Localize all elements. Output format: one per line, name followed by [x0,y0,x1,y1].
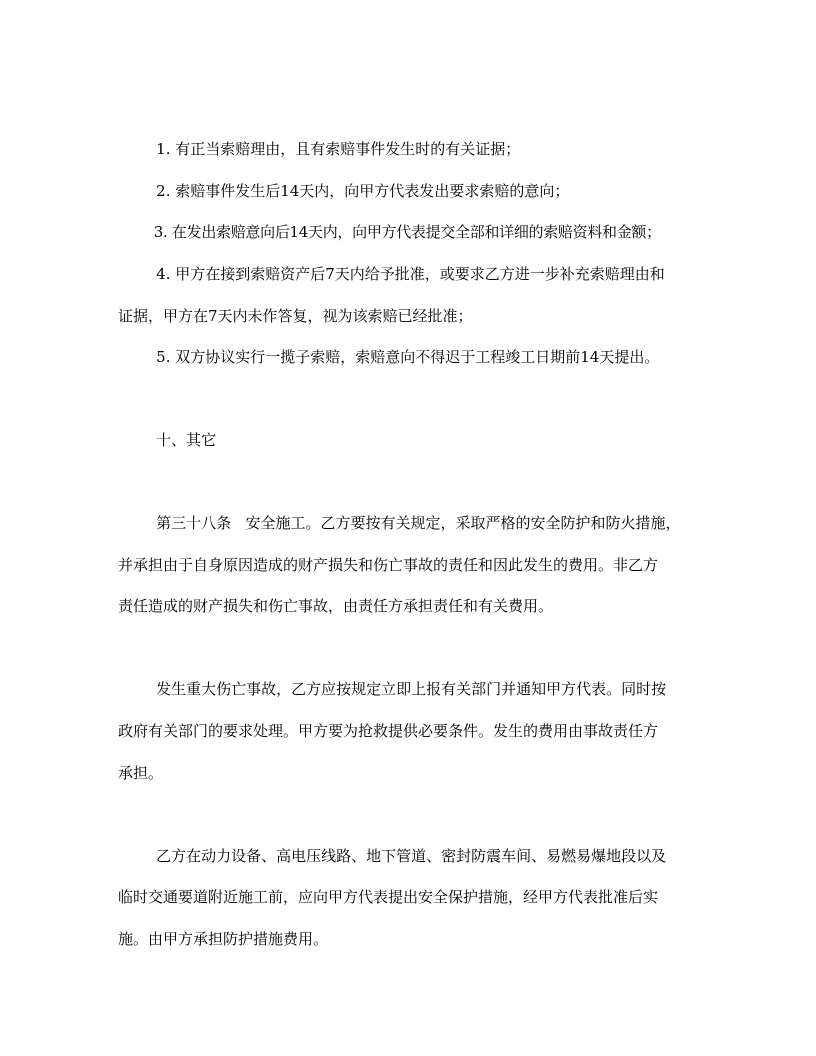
paragraph-2-line-2: 政府有关部门的要求处理。甲方要为抢救提供必要条件。发生的费用由事故责任方 [118,722,659,740]
paragraph-1-line-1: 第三十八条 安全施工。乙方要按有关规定，采取严格的安全防护和防火措施， [118,514,681,532]
list-item-3: 3. 在发出索赔意向后14天内，向甲方代表提交全部和详细的索赔资料和金额； [118,223,661,241]
paragraph-3-line-1: 乙方在动力设备、高电压线路、地下管道、密封防震车间、易燃易爆地段以及 [118,847,667,865]
paragraph-1-line-3: 责任造成的财产损失和伤亡事故，由责任方承担责任和有关费用。 [118,597,554,615]
paragraph-2-line-3: 承担。 [118,764,164,782]
paragraph-1-line-2: 并承担由于自身原因造成的财产损失和伤亡事故的责任和因此发生的费用。非乙方 [118,556,659,574]
list-item-4-line-2: 证据，甲方在7天内未作答复，视为该索赔已经批准； [118,307,473,325]
paragraph-3-line-2: 临时交通要道附近施工前，应向甲方代表提出安全保护措施，经甲方代表批准后实 [118,888,659,906]
list-item-2: 2. 索赔事件发生后14天内，向甲方代表发出要求索赔的意向； [118,182,570,200]
list-item-1: 1. 有正当索赔理由，且有索赔事件发生时的有关证据； [118,140,521,158]
paragraph-2-line-1: 发生重大伤亡事故，乙方应按规定立即上报有关部门并通知甲方代表。同时按 [118,680,667,698]
section-heading: 十、其它 [118,431,217,449]
list-item-5: 5. 双方协议实行一揽子索赔，索赔意向不得迟于工程竣工日期前14天提出。 [118,348,660,366]
paragraph-3-line-3: 施。由甲方承担防护措施费用。 [118,930,329,948]
list-item-4-line-1: 4. 甲方在接到索赔资产后7天内给予批准，或要求乙方进一步补充索赔理由和 [118,265,665,283]
